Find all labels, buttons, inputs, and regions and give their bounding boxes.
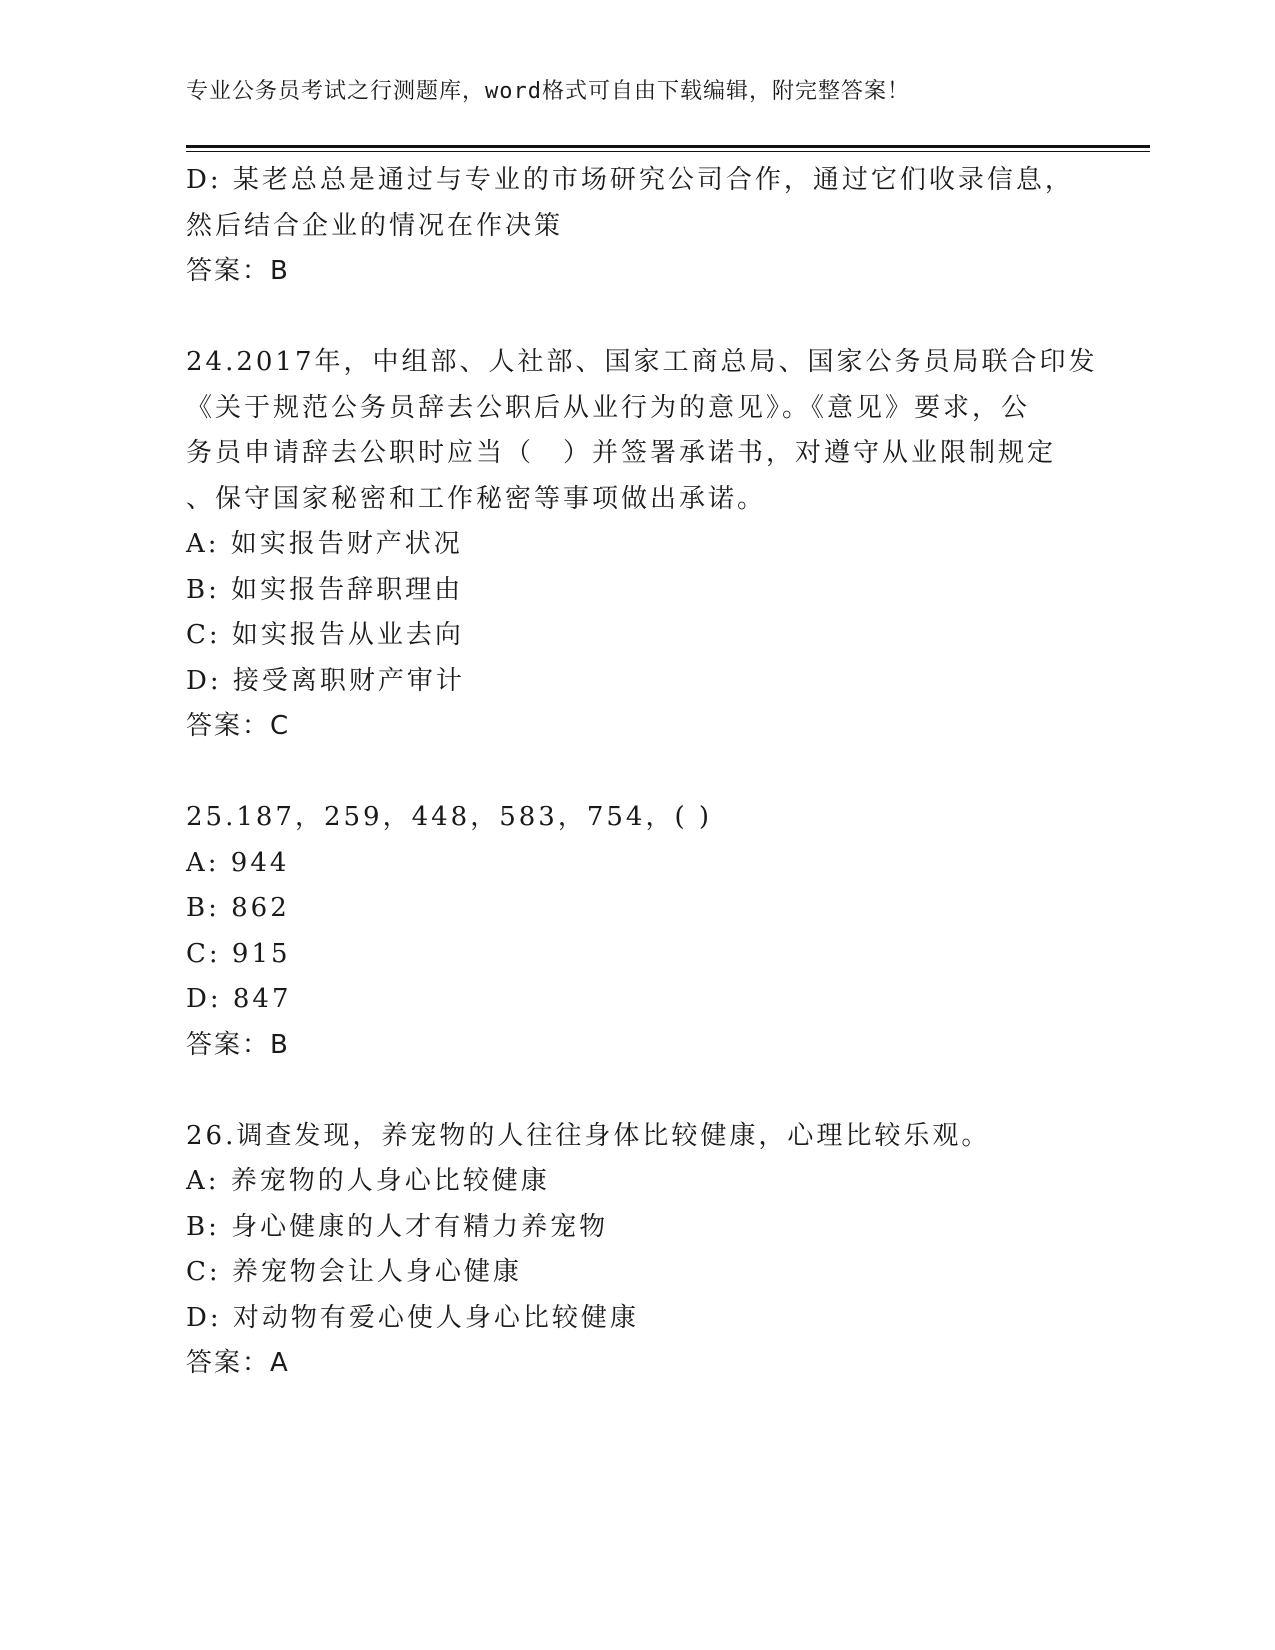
- answer-line: 答案：B: [186, 256, 290, 286]
- spacer: [186, 1068, 1086, 1114]
- question-stem-line: 、保守国家秘密和工作秘密等事项做出承诺。: [186, 483, 767, 514]
- option-a: A: 944: [186, 847, 290, 878]
- option-d: D: 对动物有爱心使人身心比较健康: [186, 1302, 639, 1333]
- question-stem-line: 26.调查发现，养宠物的人往往身体比较健康，心理比较乐观。: [186, 1120, 991, 1151]
- option-a: A: 如实报告财产状况: [186, 529, 463, 559]
- option-b: B: 身心健康的人才有精力养宠物: [186, 1211, 609, 1242]
- option-b: B: 如实报告辞职理由: [186, 574, 464, 605]
- option-a: A: 养宠物的人身心比较健康: [186, 1166, 550, 1196]
- option-d-line: 然后结合企业的情况在作决策: [186, 210, 564, 241]
- question-24: [186, 340, 1098, 750]
- header-rule-thin: [186, 151, 1150, 152]
- question-stem-line: 务员申请辞去公职时应当（ ）并签署承诺书，对遵守从业限制规定: [186, 438, 1057, 468]
- question-stem-line: 24.2017年，中组部、人社部、国家工商总局、国家公务员局联合印发: [186, 347, 1098, 377]
- page-header: 专业公务员考试之行测题库，word格式可自由下载编辑，附完整答案！: [186, 79, 910, 104]
- option-c: C: 915: [186, 938, 291, 969]
- question-stem-line: 《关于规范公务员辞去公职后从业行为的意见》。《意见》要求，公: [186, 392, 1031, 423]
- question-stem-line: 25.187，259，448，583，754，( ): [186, 802, 713, 832]
- spacer: [186, 750, 1086, 796]
- option-d-line: D: 某老总总是通过与专业的市场研究公司合作，通过它们收录信息，: [186, 165, 1074, 195]
- header-rule-thick: [186, 145, 1150, 148]
- option-d: D: 接受离职财产审计: [186, 665, 465, 696]
- spacer: [186, 295, 1086, 341]
- page-content: [186, 158, 1098, 1387]
- option-d: D: 847: [186, 984, 292, 1014]
- answer-line: 答案：A: [186, 1348, 290, 1378]
- question-26: [186, 1114, 1086, 1387]
- option-b: B: 862: [186, 893, 290, 923]
- option-c: C: 养宠物会让人身心健康: [186, 1257, 522, 1287]
- answer-line: 答案：C: [186, 711, 291, 741]
- question-25: [186, 795, 1086, 1068]
- continued-question: [186, 158, 1086, 295]
- option-c: C: 如实报告从业去向: [186, 620, 464, 650]
- answer-line: 答案：B: [186, 1029, 290, 1060]
